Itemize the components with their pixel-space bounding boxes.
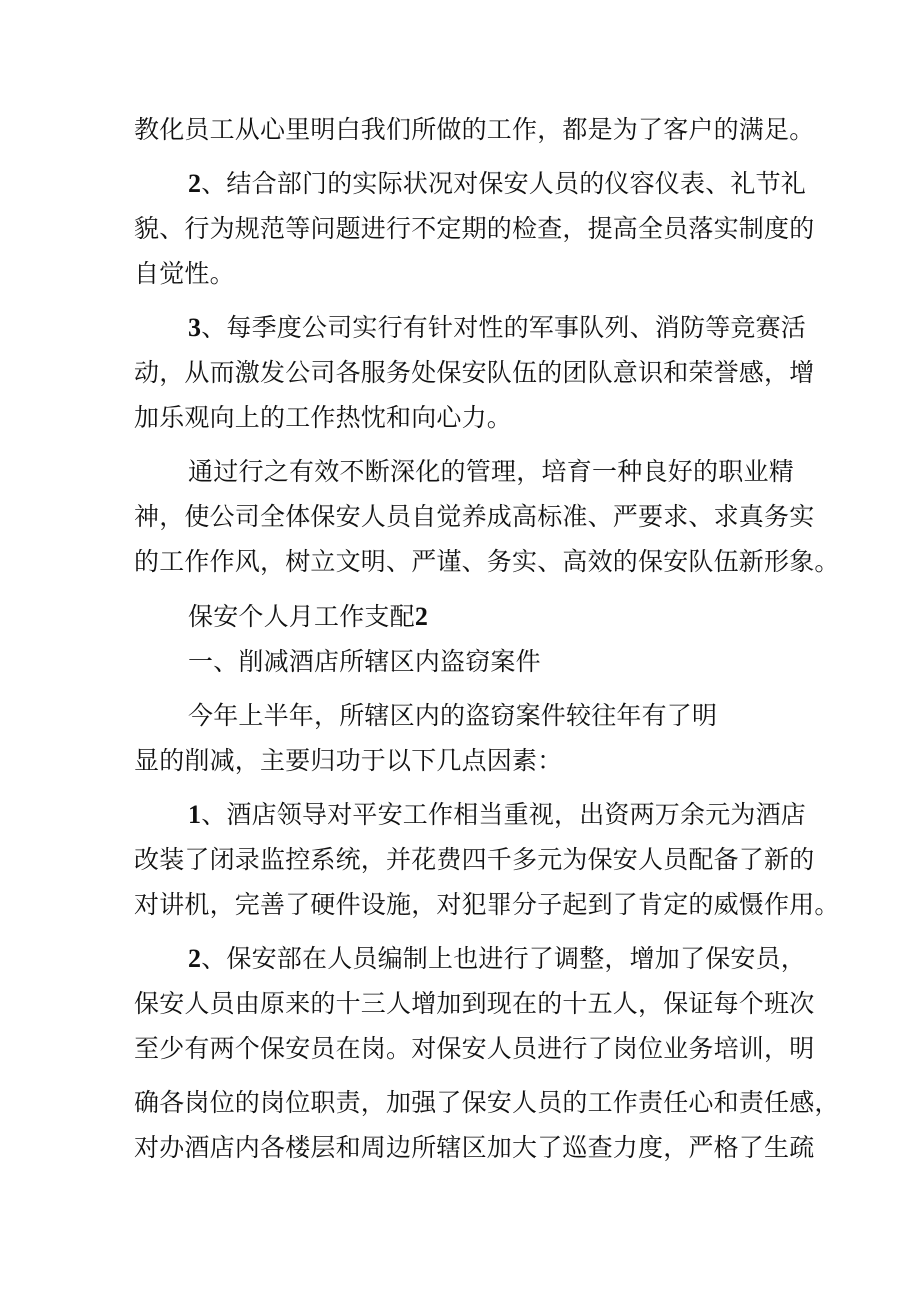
text-line	[134, 842, 815, 878]
heading-text: 保安个人月工作支配	[188, 602, 415, 631]
line-text: 确各岗位的岗位职责，加强了保安人员的工作责任心和责任感，	[134, 1088, 840, 1117]
line-text: 至少有两个保安员在岗。对保安人员进行了岗位业务培训，明	[134, 1034, 815, 1063]
list-number: 1	[188, 800, 202, 829]
line-text: 、结合部门的实际状况对保安人员的仪容仪表、礼节礼	[201, 169, 807, 198]
paragraph-first-line	[188, 698, 794, 734]
list-number: 3	[188, 313, 202, 342]
line-text: 显的削减，主要归功于以下几点因素：	[134, 746, 563, 775]
text-line	[134, 256, 794, 292]
line-text: 保安人员由原来的十三人增加到现在的十五人，保证每个班次	[134, 989, 815, 1018]
line-text: 教化员工从心里明白我们所做的工作，都是为了客户的满足。	[134, 115, 815, 144]
list-item-line	[188, 166, 807, 202]
text-line	[134, 400, 794, 436]
line-text: 神，使公司全体保安人员自觉养成高标准、严要求、求真务实	[134, 502, 815, 531]
list-item-line	[188, 797, 807, 833]
line-text: 对办酒店内各楼层和周边所辖区加大了巡查力度，严格了生疏	[134, 1133, 815, 1162]
text-line	[134, 355, 815, 391]
text-line	[134, 986, 815, 1022]
line-text: 改装了闭录监控系统，并花费四千多元为保安人员配备了新的	[134, 845, 815, 874]
text-line	[134, 1130, 815, 1166]
text-line	[134, 544, 840, 580]
paragraph-first-line	[188, 454, 794, 490]
list-item-line	[188, 941, 807, 977]
heading-number: 2	[414, 602, 429, 631]
line-text: 动，从而激发公司各服务处保安队伍的团队意识和荣誉感，增	[134, 358, 815, 387]
list-number: 2	[188, 169, 202, 198]
text-line	[134, 112, 815, 148]
heading-text: 一、削减酒店所辖区内盗窃案件	[188, 647, 541, 676]
line-text: 、每季度公司实行有针对性的军事队列、消防等竞赛活	[201, 313, 807, 342]
line-text: 的工作作风，树立文明、严谨、务实、高效的保安队伍新形象。	[134, 547, 840, 576]
line-text: 通过行之有效不断深化的管理，培育一种良好的职业精	[188, 457, 794, 486]
line-text: 貌、行为规范等问题进行不定期的检查，提高全员落实制度的	[134, 214, 815, 243]
line-text: 加乐观向上的工作热忱和向心力。	[134, 403, 513, 432]
section-heading	[188, 599, 794, 635]
list-item-line	[188, 310, 807, 346]
line-text: 、酒店领导对平安工作相当重视，出资两万余元为酒店	[201, 800, 807, 829]
text-line	[134, 211, 815, 247]
text-line	[134, 887, 840, 923]
text-line	[134, 1085, 840, 1121]
line-text: 今年上半年，所辖区内的盗窃案件较往年有了明	[188, 701, 718, 730]
text-line	[134, 499, 815, 535]
line-text: 、保安部在人员编制上也进行了调整，增加了保安员，	[201, 944, 807, 973]
line-text: 自觉性。	[134, 259, 235, 288]
subsection-heading	[188, 644, 794, 680]
list-number: 2	[188, 944, 202, 973]
text-line	[134, 743, 794, 779]
line-text: 对讲机，完善了硬件设施，对犯罪分子起到了肯定的威慑作用。	[134, 890, 840, 919]
text-line	[134, 1031, 815, 1067]
